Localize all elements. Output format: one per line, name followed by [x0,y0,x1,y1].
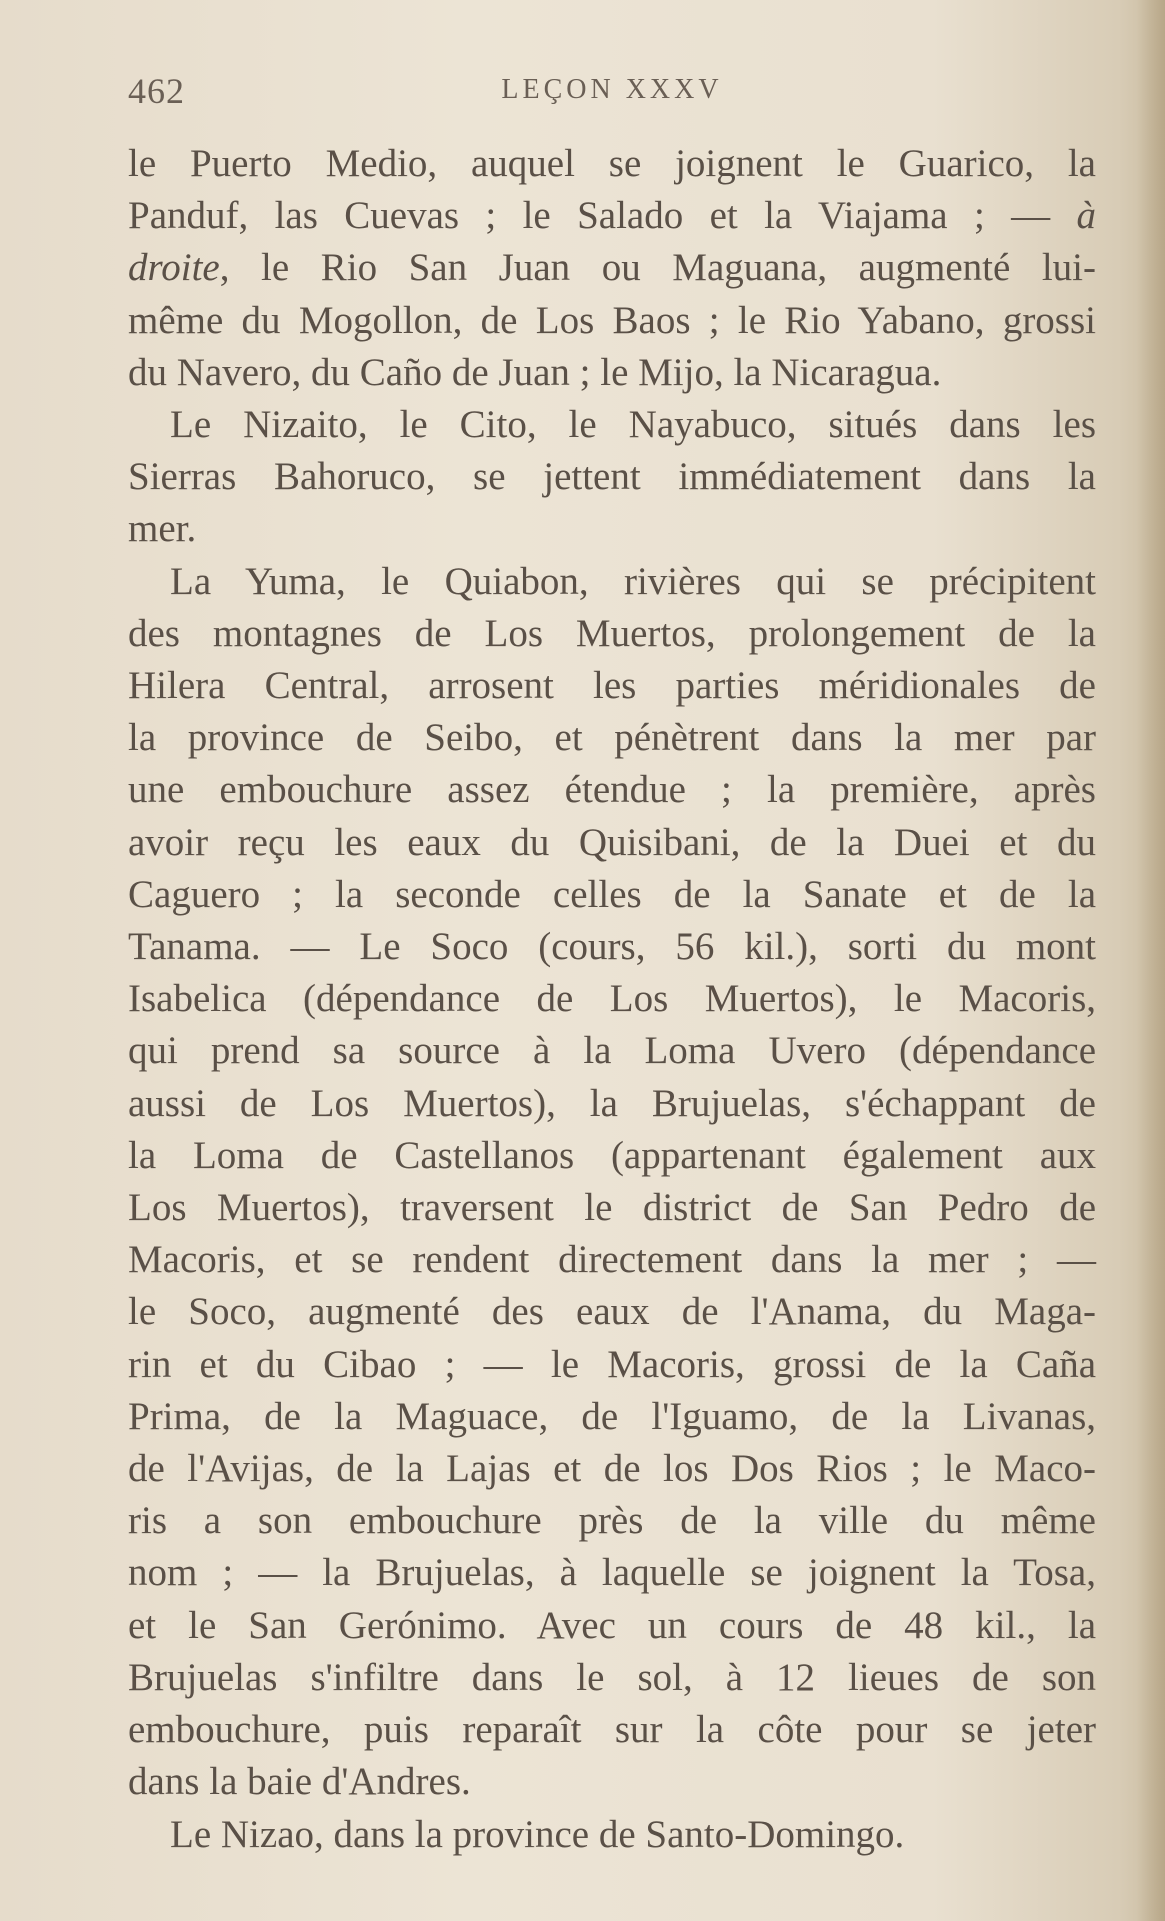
paragraph [128,1809,1096,1861]
text-line: Prima, de la Maguace, de l'Iguamo, de la Livanas, [128,1394,1096,1438]
paragraph [128,556,1096,1809]
text-line: le Soco, augmenté des eaux de l'Anama, du Maga- [128,1290,1096,1334]
text-line: Brujuelas s'infiltre dans le sol, à 12 lieues de son [128,1655,1096,1699]
text-line: et le San Gerónimo. Avec un cours de 48 kil., la [128,1603,1096,1647]
text-line: Hilera Central, arrosent les parties méridionales de [128,664,1096,708]
chapter-heading: LEÇON XXXV [501,74,723,105]
text-line: Sierras Bahoruco, se jettent immédiatement dans la [128,455,1096,499]
text-line: le Puerto Medio, auquel se joignent le Guarico, la [128,142,1096,185]
paragraph [128,138,1096,399]
text-line: ris a son embouchure près de la ville du même [128,1499,1096,1543]
text-line: Le Nizao, dans la province de Santo-Domingo. [170,1812,905,1856]
italic-word: droite [128,246,220,290]
text-line: une embouchure assez étendue ; la première, après [128,768,1096,812]
paragraph [128,399,1096,556]
text-line: aussi de Los Muertos), la Brujuelas, s'échappant de [128,1081,1096,1125]
body-text [128,138,1096,1861]
text-line: Isabelica (dépendance de Los Muertos), le Macoris, [128,977,1096,1021]
text-line: qui prend sa source à la Loma Uvero (dépendance [128,1029,1096,1073]
text-line: rin et du Cibao ; — le Macoris, grossi de la Caña [128,1342,1096,1386]
running-head [128,70,1096,120]
text-line: du Navero, du Caño de Juan ; le Mijo, la Nicaragua. [128,350,942,394]
italic-word: à [1076,194,1096,238]
text-line: même du Mogollon, de Los Baos ; le Rio Yabano, grossi [128,298,1096,342]
text-line: mer. [128,507,197,551]
text-line: Panduf, las Cuevas ; le Salado et la Viajama ; — à [128,194,1096,238]
text-line: La Yuma, le Quiabon, rivières qui se précipitent [170,559,1096,603]
page-number: 462 [128,71,185,111]
text-line: dans la baie d'Andres. [128,1760,471,1804]
text-line: avoir reçu les eaux du Quisibani, de la Duei et du [128,820,1096,864]
text-line: embouchure, puis reparaît sur la côte pour se jeter [128,1708,1096,1752]
text-line: de l'Avijas, de la Lajas et de los Dos Rios ; le Maco- [128,1447,1096,1491]
text-line: Le Nizaito, le Cito, le Nayabuco, situés dans les [170,403,1096,447]
text-line: des montagnes de Los Muertos, prolongement de la [128,611,1096,655]
text-line: la Loma de Castellanos (appartenant également aux [128,1133,1096,1177]
text-line: droite, le Rio San Juan ou Maguana, augmenté lui- [128,246,1096,290]
text-line: Macoris, et se rendent directement dans la mer ; — [128,1238,1096,1282]
text-line: nom ; — la Brujuelas, à laquelle se joignent la Tosa, [128,1551,1096,1595]
text-line: Caguero ; la seconde celles de la Sanate et de la [128,872,1096,916]
text-line: Los Muertos), traversent le district de San Pedro de [128,1186,1096,1230]
page-edge-shadow [1137,0,1165,1921]
text-line: la province de Seibo, et pénètrent dans la mer par [128,716,1096,760]
text-line: Tanama. — Le Soco (cours, 56 kil.), sorti du mont [128,925,1096,969]
